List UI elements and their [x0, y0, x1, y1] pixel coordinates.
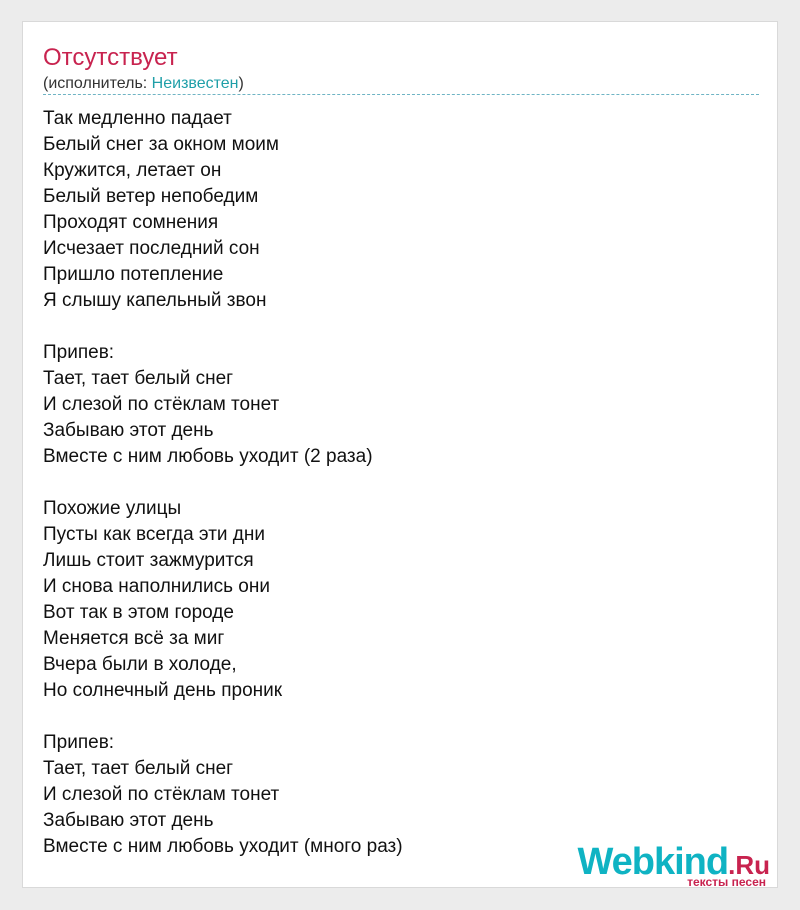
- lyric-line: Так медленно падает: [43, 108, 232, 129]
- lyric-line: Я слышу капельный звон: [43, 290, 267, 311]
- artist-suffix: ): [238, 75, 244, 92]
- lyric-line: Тает, тает белый снег: [43, 368, 234, 389]
- artist-prefix: (исполнитель:: [43, 75, 152, 92]
- lyric-line: Тает, тает белый снег: [43, 758, 234, 779]
- lyric-line: Белый ветер непобедим: [43, 186, 259, 207]
- lyric-line: Проходят сомнения: [43, 212, 219, 233]
- song-title: Отсутствует: [43, 44, 178, 71]
- lyric-line: Исчезает последний сон: [43, 238, 260, 259]
- site-logo: [577, 841, 770, 889]
- lyric-line: Вот так в этом городе: [43, 602, 234, 623]
- lyric-line: И слезой по стёклам тонет: [43, 784, 280, 805]
- lyric-line: Меняется всё за миг: [43, 628, 225, 649]
- lyric-line: Похожие улицы: [43, 498, 182, 519]
- lyric-line: Припев:: [43, 732, 115, 753]
- stanza-break: [43, 470, 743, 496]
- lyric-line: Но солнечный день проник: [43, 680, 283, 701]
- lyric-line: Вчера были в холоде,: [43, 654, 237, 675]
- lyric-line: Забываю этот день: [43, 420, 214, 441]
- lyric-line: И слезой по стёклам тонет: [43, 394, 280, 415]
- lyric-line: Пришло потепление: [43, 264, 224, 285]
- lyric-line: И снова наполнились они: [43, 576, 270, 597]
- lyric-line: Белый снег за окном моим: [43, 134, 279, 155]
- artist-link[interactable]: Неизвестен: [151, 75, 239, 92]
- artist-info: [43, 74, 244, 94]
- divider: [43, 94, 759, 95]
- lyric-line: Вместе с ним любовь уходит (2 раза): [43, 446, 373, 467]
- lyrics-card: [22, 21, 778, 888]
- lyric-line: Вместе с ним любовь уходит (много раз): [43, 836, 403, 857]
- lyric-line: Пусты как всегда эти дни: [43, 524, 265, 545]
- logo-brand: Webkind: [577, 841, 729, 883]
- stanza-break: [43, 314, 743, 340]
- lyric-line: Лишь стоит зажмурится: [43, 550, 254, 571]
- lyric-line: Кружится, летает он: [43, 160, 222, 181]
- logo-tagline: тексты песен: [687, 875, 766, 889]
- lyric-line: Забываю этот день: [43, 810, 214, 831]
- logo-tld: .Ru: [728, 850, 770, 880]
- stanza-break: [43, 704, 743, 730]
- lyric-line: Припев:: [43, 342, 115, 363]
- lyrics-text: [43, 106, 743, 860]
